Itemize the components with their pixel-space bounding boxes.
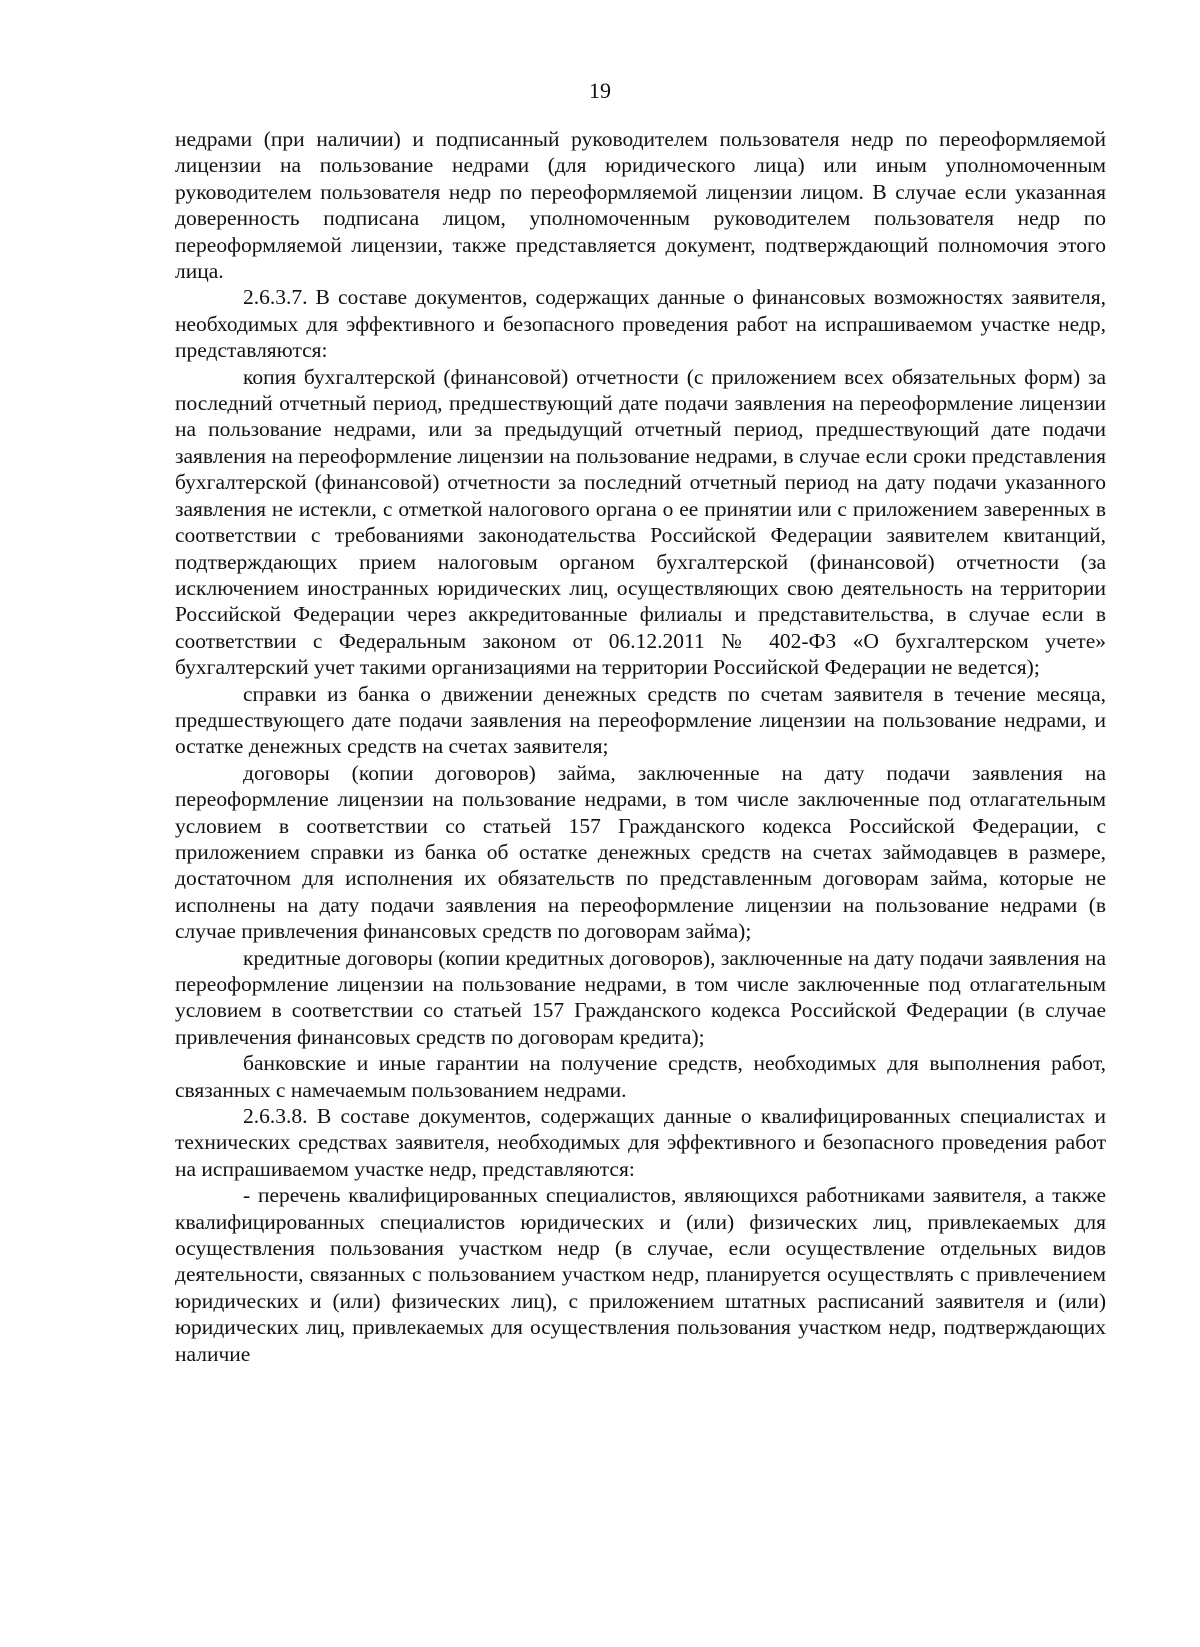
page-number: 19 (589, 78, 611, 103)
paragraph-credit-agreements: кредитные договоры (копии кредитных договоров), заключенные на дату подачи заявления на переоформление лицензии на пользование недрами, в том числе заключенные под отлагательным условием в соответствии со статьей 157 Гражданского кодекса Российской Федерации (в случае привлечения финансовых средств по договорам кредита); (175, 945, 1106, 1049)
document-body (175, 126, 1106, 1367)
paragraph-2-6-3-7: 2.6.3.7. В составе документов, содержащих данные о финансовых возможностях заявителя, необходимых для эффективного и безопасного проведения работ на испрашиваемом участке недр, представляются: (175, 285, 1106, 363)
paragraph-financial-statements: копия бухгалтерской (финансовой) отчетности (с приложением всех обязательных форм) за последний отчетный период, предшествующий дате подачи заявления на переоформление лицензии на пользование недрами, или за предыдущий отчетный период, предшествующий дате подачи заявления на переоформление лицензии на пользование недрами, в случае если сроки представления бухгалтерской (финансовой) отчетности за последний отчетный период на дату подачи указанного заявления не истекли, с отметкой налогового органа о ее принятии или с приложением заверенных в соответствии с требованиями законодательства Российской Федерации заявителем квитанций, подтверждающих прием налоговым органом бухгалтерской (финансовой) отчетности (за исключением иностранных юридических лиц, осуществляющих свою деятельность на территории Российской Федерации через аккредитованные филиалы и представительства, в случае если в соответствии с Федеральным законом от 06.12.2011 № 402-ФЗ «О бухгалтерском учете» бухгалтерский учет такими организациями на территории Российской Федерации не ведется); (175, 364, 1106, 680)
paragraph-specialists-list: - перечень квалифицированных специалистов, являющихся работниками заявителя, а также квалифицированных специалистов юридических и (или) физических лиц, привлекаемых для осуществления пользования участком недр (в случае, если осуществление отдельных видов деятельности, связанных с пользованием участком недр, планируется осуществлять с привлечением юридических и (или) физических лиц), с приложением штатных расписаний заявителя и (или) юридических лиц, привлекаемых для осуществления пользования участком недр, подтверждающих наличие (175, 1183, 1106, 1366)
paragraph-bank-guarantees: банковские и иные гарантии на получение средств, необходимых для выполнения работ, связанных с намечаемым пользованием недрами. (175, 1051, 1106, 1102)
paragraph-loan-agreements: договоры (копии договоров) займа, заключенные на дату подачи заявления на переоформление лицензии на пользование недрами, в том числе заключенные под отлагательным условием в соответствии со статьей 157 Гражданского кодекса Российской Федерации, с приложением справки из банка об остатке денежных средств на счетах займодавцев в размере, достаточном для исполнения их обязательств по представленным договорам займа, которые не исполнены на дату подачи заявления на переоформление лицензии на пользование недрами (в случае привлечения финансовых средств по договорам займа); (175, 760, 1106, 944)
paragraph-bank-statements: справки из банка о движении денежных средств по счетам заявителя в течение месяца, предшествующего дате подачи заявления на переоформление лицензии на пользование недрами, и остатке денежных средств на счетах заявителя; (175, 681, 1106, 759)
paragraph-continuation: недрами (при наличии) и подписанный руководителем пользователя недр по переоформляемой лицензии на пользование недрами (для юридического лица) или иным уполномоченным руководителем пользователя недр по переоформляемой лицензии лицом. В случае если указанная доверенность подписана лицом, уполномоченным руководителем пользователя недр по переоформляемой лицензии, также представляется документ, подтверждающий полномочия этого лица. (175, 127, 1106, 284)
paragraph-2-6-3-8: 2.6.3.8. В составе документов, содержащих данные о квалифицированных специалистах и технических средствах заявителя, необходимых для эффективного и безопасного проведения работ на испрашиваемом участке недр, представляются: (175, 1104, 1106, 1181)
